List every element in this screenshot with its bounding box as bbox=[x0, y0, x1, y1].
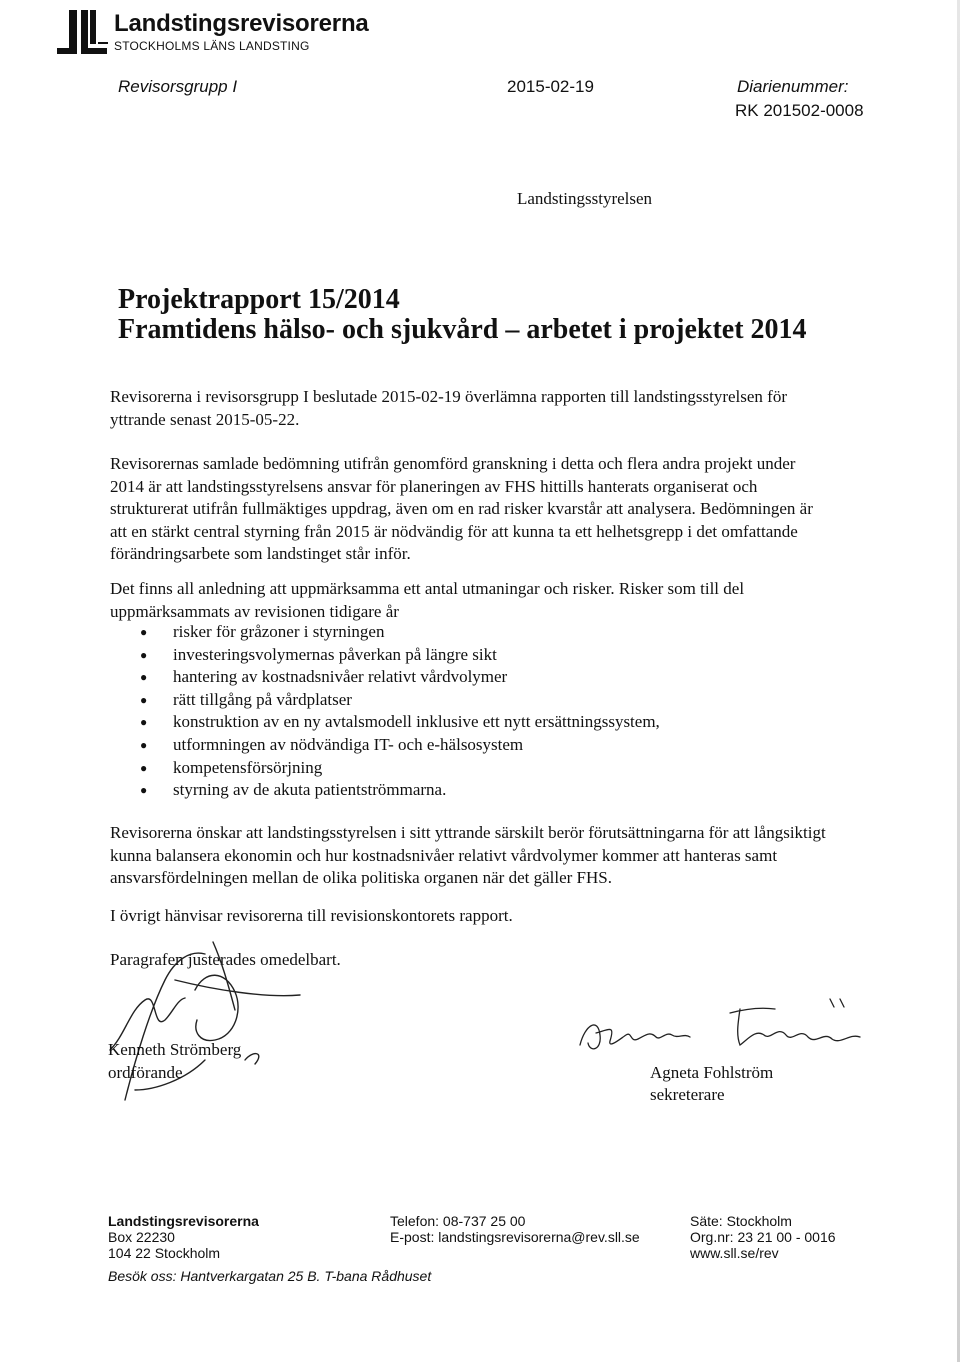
risk-list-item: ● hantering av kostnadsnivåer relativt vårdvolymer bbox=[140, 666, 660, 689]
risk-list bbox=[140, 621, 660, 802]
risk-list-item: ● investeringsvolymernas påverkan på längre sikt bbox=[140, 644, 660, 667]
paragraph-risks-intro: Det finns all anledning att uppmärksamma ett antal utmaningar och risker. Risker som till del uppmärksammats av revisionen tidigare år bbox=[110, 579, 745, 621]
risk-list-item: ● konstruktion av en ny avtalsmodell inklusive ett nytt ersättningssystem, bbox=[140, 711, 660, 734]
org-name: Landstingsrevisorerna bbox=[114, 10, 369, 37]
footer-email: E-post: landstingsrevisorerna@rev.sll.se bbox=[390, 1229, 640, 1245]
landstinget-logo-icon bbox=[55, 8, 109, 54]
document-title-line-1: Projektrapport 15/2014 bbox=[118, 284, 400, 315]
footer-org-name: Landstingsrevisorerna bbox=[108, 1213, 259, 1229]
risk-list-item: ● rätt tillgång på vårdplatser bbox=[140, 689, 660, 712]
footer-box: Box 22230 bbox=[108, 1229, 175, 1245]
risk-list-item: ● risker för gråzoner i styrningen bbox=[140, 621, 660, 644]
signer-right-name: Agneta Fohlström bbox=[650, 1063, 774, 1082]
diarienummer-value: RK 201502-0008 bbox=[735, 101, 864, 120]
paragraph-assessment: Revisorernas samlade bedömning utifrån genomförd granskning i detta och flera andra projekt under 2014 är att landstingsstyrelsens ansvar för planeringen av FHS hittills hanterats organiserat och strukturerat utifrån fullmäktiges uppdrag, även om en rad risker kvarstår att analysera. Bedömningen är att en stärkt central styrning från 2015 är nödvändig för att kunna ta ett helhetsgrepp i det omfattande förändringsarbete som landstinget står inför. bbox=[110, 454, 813, 563]
footer-city: 104 22 Stockholm bbox=[108, 1245, 221, 1261]
signer-right-role: sekreterare bbox=[650, 1085, 725, 1104]
risk-list-item: ● kompetensförsörjning bbox=[140, 757, 660, 780]
signature-left-icon bbox=[95, 940, 315, 1120]
paragraph-request: Revisorerna önskar att landstingsstyrelsen i sitt yttrande särskilt berör förutsättningarna för att långsiktigt kunna balansera ekonomin och hur kostnadsnivåer relativt vårdvolymer kommer att hanteras samt ansvarsfördelningen mellan de olika politiska organen när det gäller FHS. bbox=[110, 823, 826, 887]
signer-left-name: Kenneth Strömberg bbox=[108, 1040, 242, 1059]
paragraph-adjusted: Paragrafen justerades omedelbart. bbox=[110, 950, 341, 969]
footer-phone: Telefon: 08-737 25 00 bbox=[390, 1213, 526, 1229]
risk-list-item: ● styrning av de akuta patientströmmarna. bbox=[140, 779, 660, 802]
revisorsgrupp-label: Revisorsgrupp I bbox=[118, 77, 238, 96]
signature-right-icon bbox=[560, 995, 880, 1065]
footer-website: www.sll.se/rev bbox=[690, 1245, 779, 1261]
org-subtitle: STOCKHOLMS LÄNS LANDSTING bbox=[114, 39, 310, 53]
footer-org-number: Org.nr: 23 21 00 - 0016 bbox=[690, 1229, 836, 1245]
risk-list-item: ● utformningen av nödvändiga IT- och e-hälsosystem bbox=[140, 734, 660, 757]
document-date: 2015-02-19 bbox=[507, 77, 594, 96]
paragraph-decision: Revisorerna i revisorsgrupp I beslutade 2015-02-19 överlämna rapporten till landstingsstyrelsen för yttrande senast 2015-05-22. bbox=[110, 387, 787, 429]
recipient: Landstingsstyrelsen bbox=[517, 189, 653, 208]
signer-left-role: ordförande bbox=[108, 1063, 183, 1082]
footer-visit-address: Besök oss: Hantverkargatan 25 B. T-bana Rådhuset bbox=[108, 1268, 432, 1284]
paragraph-reference: I övrigt hänvisar revisorerna till revisionskontorets rapport. bbox=[110, 906, 513, 925]
document-title-line-2: Framtidens hälso- och sjukvård – arbetet i projektet 2014 bbox=[118, 314, 807, 345]
footer-seat: Säte: Stockholm bbox=[690, 1213, 792, 1229]
diarienummer-label: Diarienummer: bbox=[737, 77, 849, 96]
